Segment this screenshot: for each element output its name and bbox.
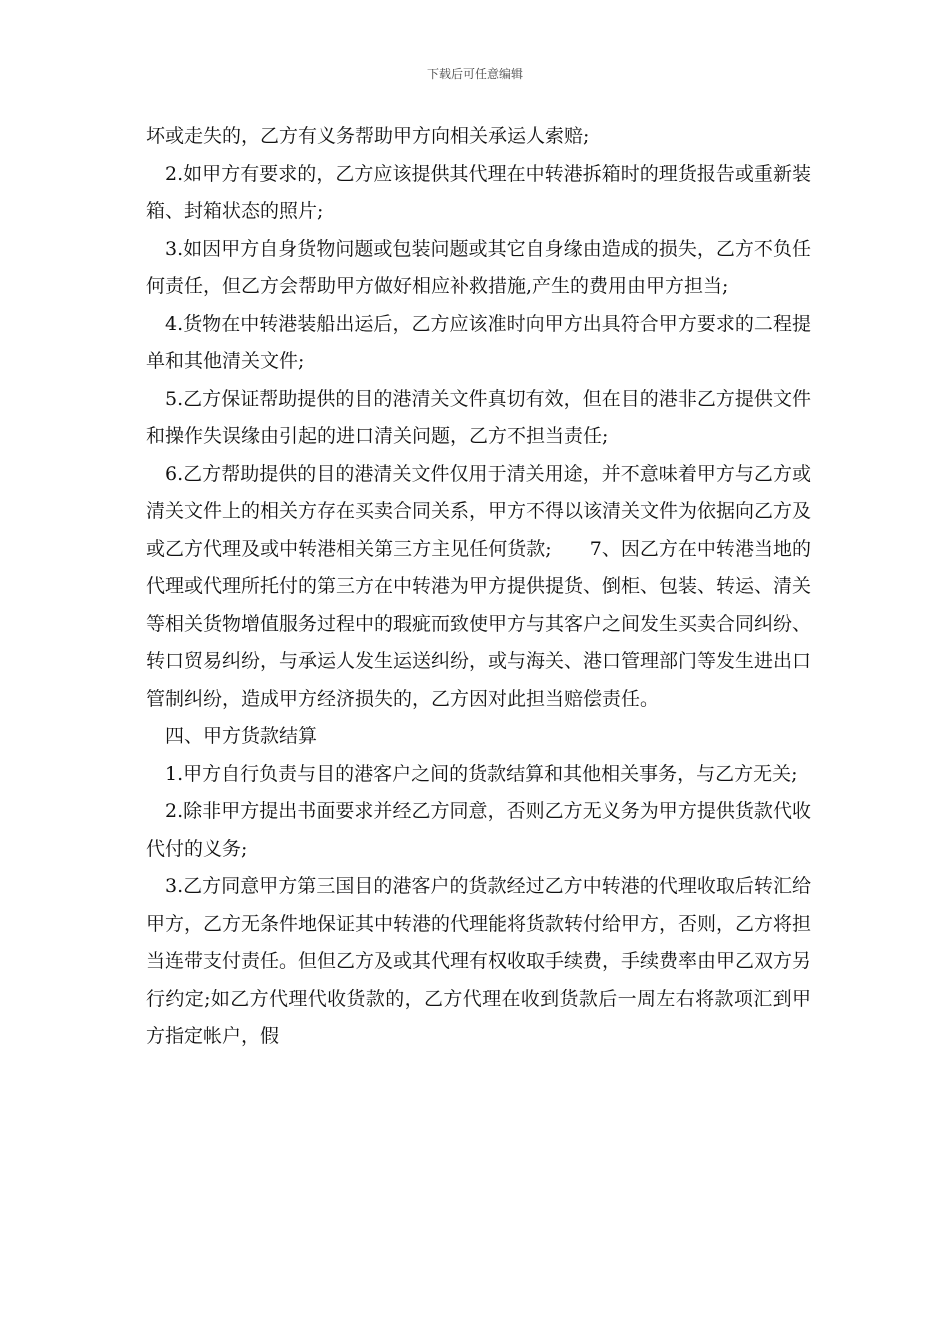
paragraph-4: 4.货物在中转港装船出运后，乙方应该准时向甲方出具符合甲方要求的二程提单和其他清关文件; bbox=[146, 312, 811, 372]
paragraph-3: 3.如因甲方自身货物问题或包装问题或其它自身缘由造成的损失，乙方不负任何责任，但乙方会帮助甲方做好相应补救措施,产生的费用由甲方担当; bbox=[146, 237, 811, 297]
paragraph-8: 2.除非甲方提出书面要求并经乙方同意，否则乙方无义务为甲方提供货款代收代付的义务; bbox=[146, 800, 811, 860]
paragraph-9: 3.乙方同意甲方第三国目的港客户的货款经过乙方中转港的代理收取后转汇给甲方，乙方无条件地保证其中转港的代理能将货款转付给甲方，否则，乙方将担当连带支付责任。但但乙方及或其代理有权收取手续费，手续费率由甲乙双方另行约定;如乙方代理代收货款的，乙方代理在收到货款后一周左右将款项汇到甲方指定帐户，假 bbox=[146, 875, 812, 1047]
paragraph-5: 5.乙方保证帮助提供的目的港清关文件真切有效，但在目的港非乙方提供文件和操作失误缘由引起的进口清关问题，乙方不担当责任; bbox=[146, 387, 811, 447]
page-header: 下载后可任意编辑 bbox=[426, 67, 523, 81]
document-body bbox=[146, 118, 811, 1056]
paragraph-2: 2.如甲方有要求的，乙方应该提供其代理在中转港拆箱时的理货报告或重新装箱、封箱状态的照片; bbox=[146, 162, 811, 222]
section-heading: 四、甲方货款结算 bbox=[165, 725, 318, 747]
paragraph-6: 6.乙方帮助提供的目的港清关文件仅用于清关用途，并不意味着甲方与乙方或清关文件上的相关方存在买卖合同关系，甲方不得以该清关文件为依据向乙方及或乙方代理及或中转港相关第三方主见任何货款; 7、因乙方在中转港当地的代理或代理所托付的第三方在中转港为甲方提供提货、倒柜、包装、转运、清关等相关货物增值服务过程中的瑕疵而致使甲方与其客户之间发生买卖合同纠纷、转口贸易纠纷，与承运人发生运送纠纷，或与海关、港口管理部门等发生进出口管制纠纷，造成甲方经济损失的，乙方因对此担当赔偿责任。 bbox=[146, 462, 812, 710]
paragraph-1: 坏或走失的，乙方有义务帮助甲方向相关承运人索赔; bbox=[146, 125, 590, 147]
paragraph-7: 1.甲方自行负责与目的港客户之间的货款结算和其他相关事务，与乙方无关; bbox=[165, 762, 798, 785]
